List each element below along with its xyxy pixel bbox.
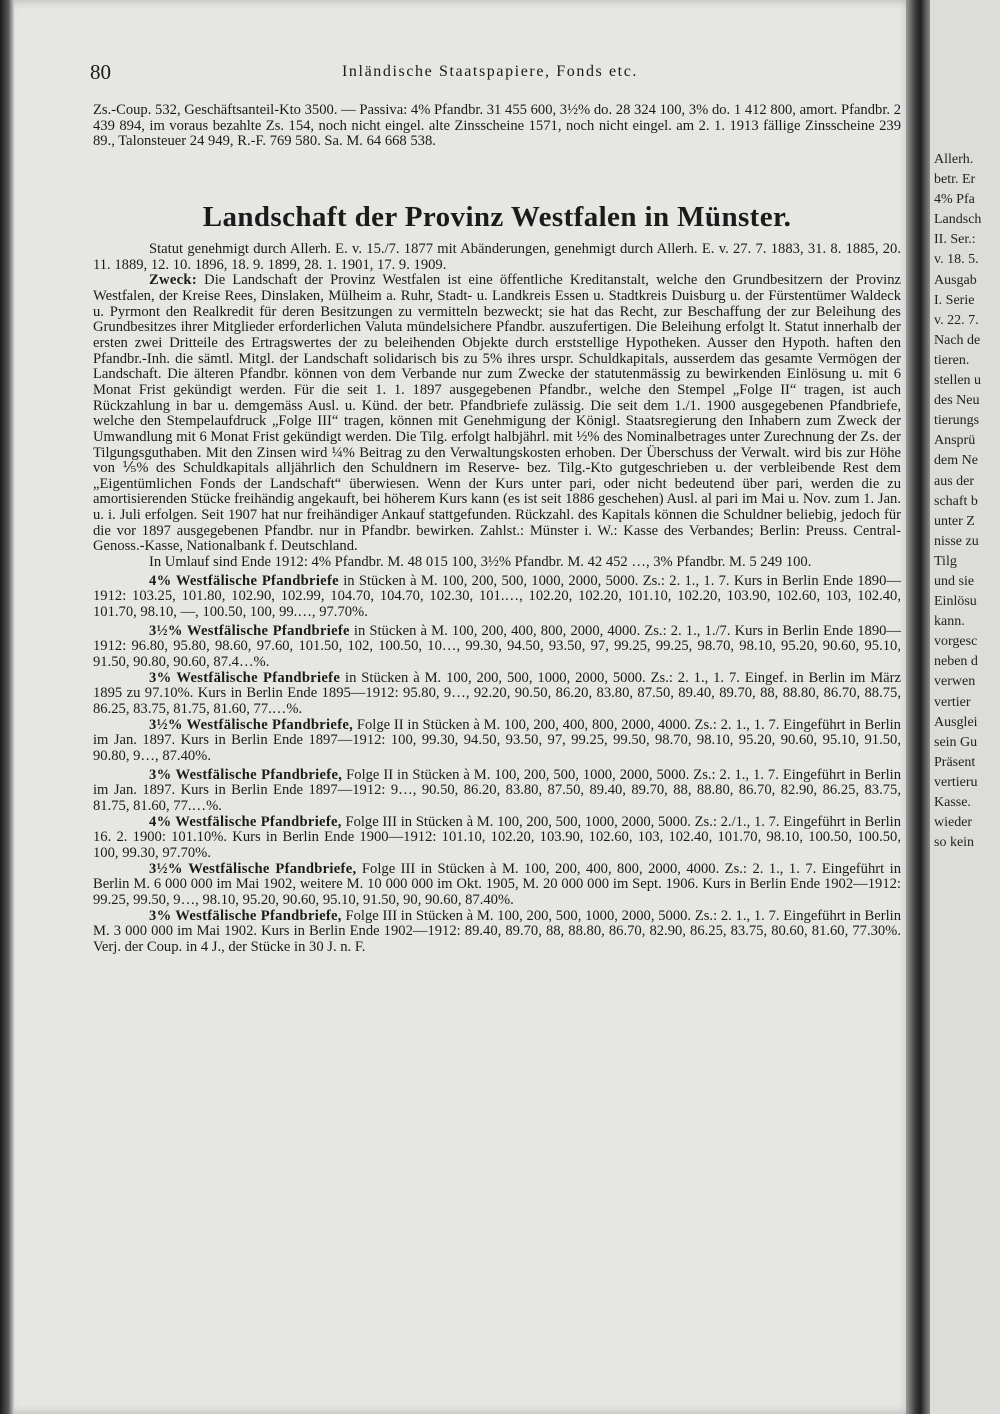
adjacent-page-line: Ausgab [934, 272, 977, 288]
adjacent-page-line: stellen u [934, 373, 982, 389]
adjacent-page-line: vorgesc [934, 634, 978, 650]
issue-text: in Stücken à M. 100, 200, 500, 1000, 2000, 5000. Zs.: 2. 1., 1. 7. Kurs in Berlin Ende 1890—1912: 103.25, 101.80, 102.90, 102.99, 104.70, 104.70, 102.30, 101.…, 102.20, 102.20, 101.10, 102.20, 103.90, 102.60, 103, 102.40, 101.70, 98.10, —, 100.50, 100, 99.…, 97.70%. [93, 572, 901, 621]
zweck-text: Die Landschaft der Provinz Westfalen ist eine öffentliche Kreditanstalt, welche den Grundbesitzern der Provinz Westfalen, der Kreise Rees, Dinslaken, Mülheim a. Ruhr, Stadt- u. Landkreis Essen u. Stadtkreis Duisburg u. der Fürstentümer Waldeck u. Pyrmont den Realkredit für deren Besitzungen zu vermitteln bezweckt; sie hat das Recht, zur Beschaffung der zur Beleihung des Grundbesitzes ihrer Mitglieder erforderlichen Valuta mündelsichere Pfandbr. auszufertigen. Die Beleihung erfolgt lt. Statut innerhalb der ersten zwei Dritteile des Ertragswertes der zu beleihenden Objekte durch erststellige Hypotheken. Ausser den Hypoth. haften den Pfandbr.-Inh. die sämtl. Mitgl. der Landschaft solidarisch bis zu 5% ihres urspr. Schuldkapitals, ausserdem das gesamte Vermögen der Landschaft. Die älteren Pfandbr. können von dem Verbande nur zum Zwecke der statutenmässig zu bewirkenden Einlösung u. mit 6 Monat Frist gekündigt werden. Für die seit 1. 1. 1897 ausgegebenen Pfandbr., welche den Stempel „Folge II“ tragen, ist auch Rückzahlung in bar u. demgemäss Ausl. u. Künd. der betr. Pfandbriefe zulässig. Die seit dem 1./1. 1900 ausgegebenen Pfandbriefe, welche den Stempelaufdruck „Folge III“ tragen, können mit Genehmigung der Königl. Staatsregierung den Inhabern zum Zweck der Umwandlung mit 6 Monat Frist gekündigt werden. Die Tilg. erfolgt halbjährl. mit ½% des Nominalbetrages unter Zurechnung der Zs. der Tilgungsguthaben. Mit den Zinsen wird ¼% Beitrag zu den Verwaltungskosten erhoben. Der Überschuss der Verwalt. wird bis zur Höhe von ⅕% des Schuldkapitals alljährlich den Schuldnern im Reserve- bez. Tilg.-Kto gutgeschrieben u. der verbleibende Rest dem „Eigentümlichen Fonds der Landschaft“ überwiesen. Wenn der Kurs unter pari, oder nicht bedeutend über pari, werden die zu amortisierenden Stücke freihändig angekauft, bei höherem Kurs kann (es ist seit 1886 geschehen) Ausl. al pari im Mai u. Nov. zum 1. Jan. u. i. Juli erfolgen. Seit 1907 hat nur freihändiger Ankauf stattgefunden. Rückzahl. des Kapitals können die Schuldner beliebig, jedoch für die vor 1897 ausgegebenen Pfandbr. nur in Pfandbr. bewirken. Zahlst.: Münster i. W.: Kasse des Verbandes; Berlin: Preuss. Central-Genoss.-Kasse, Nationalbank f. Deutschland. [93, 272, 901, 555]
issue-entry [93, 815, 901, 862]
adjacent-page-lines [934, 150, 1000, 853]
adjacent-page-line: neben d [934, 654, 978, 670]
issue-text: Folge II in Stücken à M. 100, 200, 400, 800, 2000, 4000. Zs.: 2. 1., 1. 7. Eingeführt in Berlin im Jan. 1897. Kurs in Berlin Ende 1897—1912: 100, 99.30, 94.50, 93.50, 97, 99.25, 99.50, 98.70, 98.10, 95.20, 90.60, 95.10, 91.50, 90.80, 9…, 87.40%. [93, 716, 901, 764]
adjacent-page-line: schaft b [934, 493, 978, 509]
adjacent-page-line: v. 22. 7. [934, 312, 979, 328]
page-content [93, 103, 901, 956]
adjacent-page-line: kann. [934, 614, 965, 630]
adjacent-page-line: aus der [934, 473, 975, 489]
adjacent-page-line: Kasse. [934, 795, 971, 810]
book-gutter [906, 0, 930, 1414]
issue-heading: 4% Westfälische Pfandbriefe, [149, 813, 342, 830]
issue-entry [93, 624, 901, 671]
issue-entry [93, 862, 901, 909]
issue-heading: 3½% Westfälische Pfandbriefe, [149, 860, 357, 877]
adjacent-page-line: Tilg [934, 553, 957, 569]
issue-entry [93, 574, 901, 621]
adjacent-page-line: tieren. [934, 352, 970, 368]
adjacent-page-line: Nach de [934, 332, 981, 348]
issue-text: Folge III in Stücken à M. 100, 200, 500, 1000, 2000, 5000. Zs.: 2./1., 1. 7. Eingeführt in Berlin 16. 2. 1900: 101.10%. Kurs in Berlin Ende 1900—1912: 101.10, 102.20, 103.90, 102.60, 103, 102.40, 101.70, 98.10, 100.50, 100.50, 100, 99.30, 97.70%. [93, 813, 902, 861]
adjacent-page-line: Präsent [934, 754, 976, 770]
issue-text: in Stücken à M. 100, 200, 400, 800, 2000, 4000. Zs.: 2. 1., 1./7. Kurs in Berlin Ende 1890—1912: 96.80, 95.80, 98.60, 97.60, 101.50, 102, 100.50, 10…, 99.30, 94.50, 93.50, 97, 99.25, 99.25, 98.70, 98.10, 95.20, 90.60, 95.10, 91.50, 90.80, 90.60, 87.4…%. [93, 622, 902, 671]
adjacent-page-line: Ausglei [934, 714, 978, 730]
umlauf-paragraph: In Umlauf sind Ende 1912: 4% Pfandbr. M. 48 015 100, 3½% Pfandbr. M. 42 452 …, 3% Pfandbr. M. 5 249 100. [149, 554, 812, 571]
adjacent-page-line: Landsch [934, 212, 982, 228]
adjacent-page-line: tierungs [934, 413, 980, 429]
section-title: Landschaft der Provinz Westfalen in Münster. [202, 200, 792, 233]
intro-paragraph: Zs.-Coup. 532, Geschäftsanteil-Kto 3500. — Passiva: 4% Pfandbr. 31 455 600, 3½% do. 28 324 100, 3% do. 1 412 800, amort. Pfandbr. 2 439 894, im voraus bezahlte Zs. 154, noch nicht eingel. alte Zinsscheine 1571, noch nicht eingel. am 2. 1. 1913 fällige Zinsscheine 239 89., Talonsteuer 24 949, R.-F. 769 580. Sa. M. 64 668 538. [93, 102, 901, 150]
adjacent-page-line: unter Z [934, 513, 975, 529]
issue-heading: 3% Westfälische Pfandbriefe, [149, 766, 343, 783]
issue-text: Folge III in Stücken à M. 100, 200, 400, 800, 2000, 4000. Zs.: 2. 1., 1. 7. Eingeführt in Berlin M. 6 000 000 im Mai 1902, weitere M. 10 000 000 im Okt. 1905, M. 20 000 000 im Sept. 1906. Kurs in Berlin Ende 1902—1912: 99.25, 99.50, 9…, 98.10, 95.20, 90.60, 95.10, 91.50, 90, 90.60, 87.40%. [93, 860, 901, 908]
issue-entry [93, 718, 901, 765]
statut-paragraph: Statut genehmigt durch Allerh. E. v. 15./7. 1877 mit Abänderungen, genehmigt durch Allerh. E. v. 27. 7. 1883, 31. 8. 1885, 20. 11. 1889, 12. 10. 1896, 18. 9. 1899, 28. 1. 1901, 17. 9. 1909. [93, 240, 901, 273]
issue-entry [93, 909, 901, 956]
issue-heading: 4% Westfälische Pfandbriefe [149, 572, 339, 589]
issue-text: in Stücken à M. 100, 200, 500, 1000, 2000, 5000. Zs.: 2. 1., 1. 7. Eingef. in Berlin im März 1895 zu 97.10%. Kurs in Berlin Ende 1895—1912: 95.80, 9…, 92.20, 90.50, 86.20, 83.80, 87.50, 89.40, 89.70, 88, 88.80, 86.70, 88.75, 86.25, 83.75, 81.75, 81.60, 77.…%. [93, 669, 901, 717]
adjacent-page-line: und sie [934, 573, 975, 589]
adjacent-page-line: Einlösu [934, 594, 977, 610]
issue-heading: 3½% Westfälische Pfandbriefe [149, 622, 350, 639]
adjacent-page-line: dem Ne [934, 453, 978, 469]
book-left-edge [0, 0, 14, 1414]
zweck-label: Zweck: [149, 272, 198, 289]
adjacent-page-line: vertier [934, 694, 971, 710]
zweck-paragraph [93, 273, 901, 555]
adjacent-page-line: betr. Er [934, 172, 976, 188]
adjacent-page-line: nisse zu [934, 533, 979, 549]
adjacent-page-line: wieder [934, 815, 973, 831]
issue-text: Folge III in Stücken à M. 100, 200, 500, 1000, 2000, 5000. Zs.: 2. 1., 1. 7. Eingeführt in Berlin M. 3 000 000 im Mai 1902. Kurs in Berlin Ende 1902—1912: 89.40, 89.70, 88, 88.80, 86.70, 82.90, 86.25, 83.75, 80.60, 81.60, 77.30%. Verj. der Coup. in 4 J., der Stücke in 30 J. n. F. [93, 907, 901, 955]
adjacent-page-line: so kein [934, 835, 975, 851]
adjacent-page-line: des Neu [934, 393, 980, 409]
running-title: Inländische Staatspapiere, Fonds etc. [342, 63, 639, 80]
adjacent-page-line: v. 18. 5. [934, 252, 979, 268]
issue-heading: 3% Westfälische Pfandbriefe [149, 669, 341, 686]
issue-entry [93, 671, 901, 718]
page-number: 80 [90, 60, 111, 84]
adjacent-page-line: 4% Pfa [934, 192, 975, 208]
adjacent-page-fragment [930, 0, 1000, 1414]
adjacent-page-line: I. Serie [934, 292, 975, 308]
page-header [90, 60, 910, 90]
issue-heading: 3% Westfälische Pfandbriefe, [149, 907, 342, 924]
issue-heading: 3½% Westfälische Pfandbriefe, [149, 716, 354, 733]
adjacent-page-line: verwen [934, 674, 976, 690]
issue-text: Folge II in Stücken à M. 100, 200, 500, 1000, 2000, 5000. Zs.: 2. 1., 1. 7. Eingeführt in Berlin im Jan. 1897. Kurs in Berlin Ende 1897—1912: 9…, 90.50, 86.20, 83.80, 87.50, 89.40, 89.70, 88, 88.80, 86.70, 82.90, 86.25, 83.75, 81.75, 81.60, 77.…%. [93, 766, 901, 814]
adjacent-page-line: vertieru [934, 774, 978, 790]
issue-entry [93, 768, 901, 815]
adjacent-page-line: sein Gu [934, 734, 978, 750]
adjacent-page-line: Allerh. [934, 152, 974, 167]
adjacent-page-line: II. Ser.: [934, 232, 976, 248]
adjacent-page-line: Ansprü [934, 433, 976, 449]
